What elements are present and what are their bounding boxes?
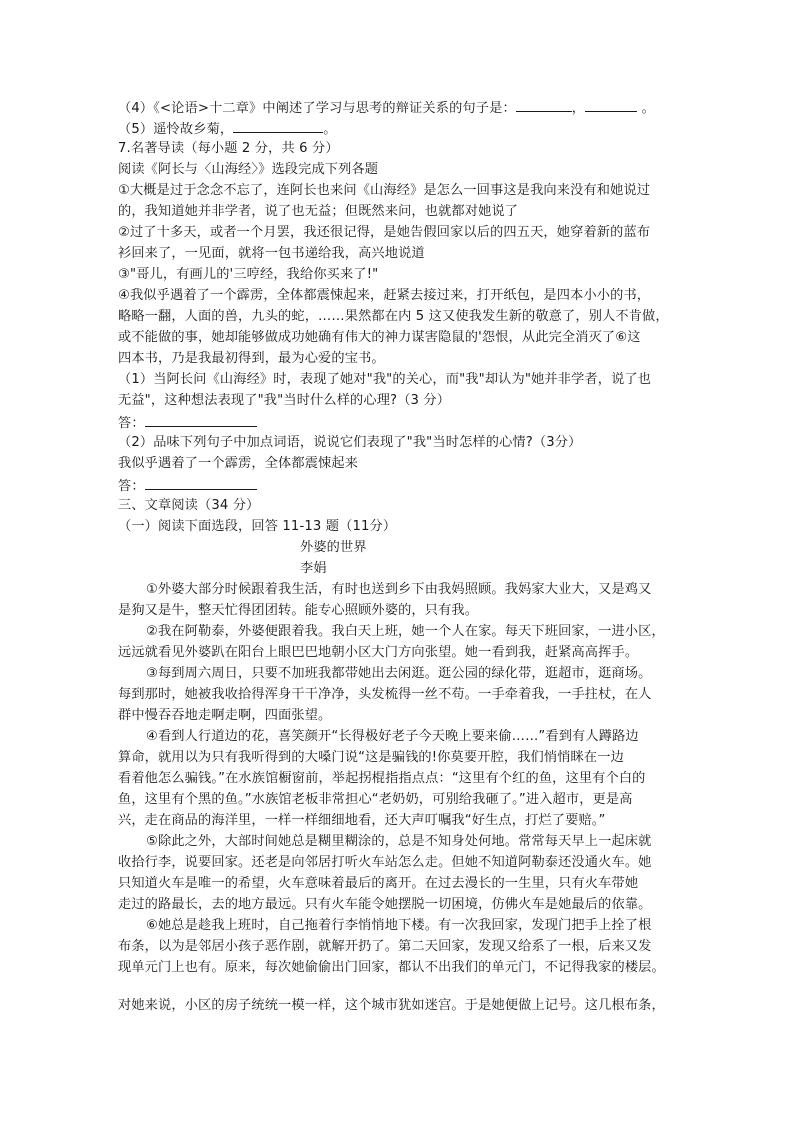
question-line: 无益"，这种想法表现了"我"当时什么样的心理?（3 分） <box>118 393 451 408</box>
fill-question-4 <box>118 96 678 120</box>
answer-blank[interactable] <box>233 117 323 133</box>
passage-line: 略略一翻，人面的兽，九头的蛇，……果然都在内 5 这又使我发生新的敬意了，别人不肯做， <box>118 309 669 324</box>
passage-line: 的，我知道她并非学者，说了也无益；但既然来问，也就都对她说了 <box>118 204 519 219</box>
passage-line: ②过了十多天，或者一个月罢，我还很记得，是她告假回家以后的四五天，她穿着新的蓝布 <box>118 225 651 240</box>
passage-line: ①大概是过于念念不忘了，连阿长也来问《山海经》是怎么一回事这是我向来没有和她说过 <box>118 183 651 198</box>
paragraph-line: 只知道火车是唯一的希望，火车意味着最后的离开。在过去漫长的一生里，只有火车带她 <box>118 876 639 891</box>
article-title: 外婆的世界 <box>300 540 367 555</box>
question-line: （2）品味下列句子中加点词语，说说它们表现了"我"当时怎样的心情?（3分） <box>118 435 582 450</box>
answer-line <box>118 411 678 435</box>
paragraph-line: ③每到周六周日，只要不加班我都带她出去闲逛。逛公园的绿化带，逛超市，逛商场。 <box>146 666 652 681</box>
paragraph-line: 走过的路最长，去的地方最远。只有火车能令她摆脱一切困境，仿佛火车是她最后的依靠。 <box>118 897 652 912</box>
paragraph-line: 群中慢吞吞地走啊走啊，四面张望。 <box>118 708 332 723</box>
article-author: 李娟 <box>300 561 327 576</box>
paragraph-line: ①外婆大部分时候跟着我生活，有时也送到乡下由我妈照顾。我妈家大业大，又是鸡又 <box>146 582 652 597</box>
paragraph-line: 看着他怎么骗钱。”在水族馆橱窗前，举起拐棍指指点点：“这里有个红的鱼，这里有个白的 <box>118 771 646 786</box>
paragraph-line: 每到那时，她被我收拾得浑身干干净净，头发梳得一丝不苟。一手牵着我，一手拄杖，在人 <box>118 687 652 702</box>
answer-label: 答： <box>118 479 145 494</box>
passage-line: 四本书，乃是我最初得到，最为心爱的宝书。 <box>118 351 385 366</box>
paragraph-line: ④看到人行道边的花，喜笑颜开“长得极好老子今天晚上要来偷……”看到有人蹲路边 <box>146 729 639 744</box>
paragraph-line: 对她来说，小区的房子统统一模一样，这个城市犹如迷宫。于是她便做上记号。这几根布条， <box>118 998 665 1013</box>
answer-blank[interactable] <box>516 96 572 112</box>
paragraph-line: ⑤除此之外，大部时间她总是糊里糊涂的，总是不知身处何地。常常每天早上一起床就 <box>146 834 652 849</box>
passage-line: 衫回来了，一见面，就将一包书递给我，高兴地说道 <box>118 246 425 261</box>
paragraph-line: 现单元门上也有。原来，每次她偷偷出门回家，都认不出我们的单元门，不记得我家的楼层。 <box>118 960 665 975</box>
paragraph-line: 兴，走在商品的海洋里，一样一样细细地看，还大声叮嘱我“好生点，打烂了要赔。” <box>118 813 606 828</box>
paragraph-line: 远远就看见外婆趴在阳台上眼巴巴地朝小区大门方向张望。她一看到我，赶紧高高挥手。 <box>118 645 639 660</box>
paragraph-line: 布条，以为是邻居小孩子恶作剧，就解开扔了。第二天回家，发现又给系了一根，后来又发 <box>118 939 652 954</box>
quoted-sentence: 我似乎遇着了一个霹雳，全体都震悚起来 <box>118 456 359 471</box>
answer-line <box>118 474 678 498</box>
comma: ， <box>571 101 586 116</box>
paragraph-line: ②我在阿勒泰，外婆便跟着我。我白天上班，她一个人在家。每天下班回家，一进小区， <box>146 624 665 639</box>
section-heading: 三、文章阅读（34 分） <box>118 498 260 513</box>
answer-blank[interactable] <box>145 474 257 490</box>
reading-instruction: 阅读《阿长与〈山海经〉》选段完成下列各题 <box>118 162 379 177</box>
passage-line: ③"哥儿，有画儿的'三哼经，我给你买来了!" <box>118 267 379 282</box>
period: 。 <box>641 101 655 116</box>
paragraph-line: 收拾行李，说要回家。还老是向邻居打听火车站怎么走。但她不知道阿勒泰还没通火车。她 <box>118 855 652 870</box>
section-heading: 7.名著导读（每小题 2 分，共 6 分） <box>118 141 339 156</box>
paragraph-line: 鱼，这里有个黑的鱼。”水族馆老板非常担心“老奶奶，可别给我砸了。”进入超市，更是高 <box>118 792 633 807</box>
question-text: （4）《<论语>十二章》中阐述了学习与思考的辩证关系的句子是： <box>118 101 516 116</box>
reading-instruction: （一）阅读下面选段，回答 11-13 题（11分） <box>118 519 397 534</box>
period: 。 <box>323 122 337 137</box>
fill-question-5 <box>118 117 678 141</box>
passage-line: 或不能做的事，她却能够做成功她确有伟大的神力谋害隐鼠的'怨恨，从此完全消灭了⑥这 <box>118 330 641 345</box>
paragraph-line: ⑥她总是趁我上班时，自己拖着行李悄悄地下楼。有一次我回家，发现门把手上拴了根 <box>146 918 652 933</box>
paragraph-line: 算命，就用以为只有我听得到的大嗓门说“这是骗钱的!你莫要开腔，我们悄悄眯在一边 <box>118 750 624 765</box>
question-text: （5）遥怜故乡菊， <box>118 122 234 137</box>
passage-line: ④我似乎遇着了一个霹雳，全体都震悚起来，赶紧去接过来，打开纸包，是四本小小的书， <box>118 288 651 303</box>
answer-label: 答： <box>118 416 145 431</box>
paragraph-line: 是狗又是牛，整天忙得团团转。能专心照顾外婆的，只有我。 <box>118 603 479 618</box>
question-line: （1）当阿长问《山海经》时，表现了她对"我"的关心，而"我"却认为"她并非学者，说了也 <box>118 372 652 387</box>
answer-blank[interactable] <box>145 411 257 427</box>
answer-blank[interactable] <box>585 96 637 112</box>
